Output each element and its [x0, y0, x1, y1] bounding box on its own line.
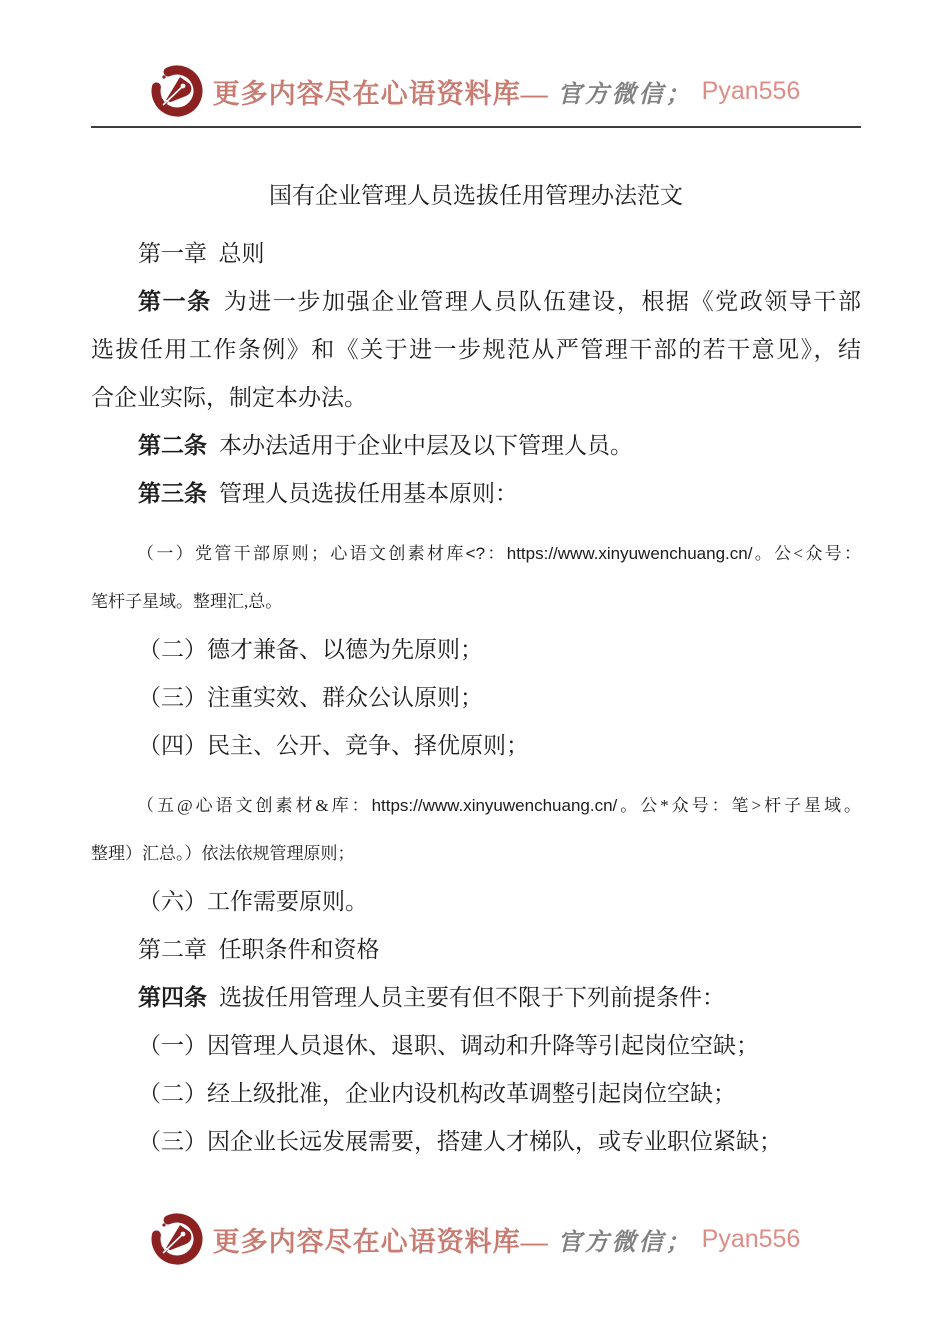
text-run: 合企业实际，制定本办法。 [91, 385, 367, 410]
wechat-label: 官方微信； [557, 1229, 693, 1256]
text-run: 为进一步加强企业管理人员队伍建设，根据《党政领导干部 [223, 289, 862, 314]
text-line [91, 782, 861, 830]
pen-nib-badge-icon [150, 1212, 204, 1266]
principle-6 [91, 878, 861, 926]
text-line [91, 1022, 861, 1070]
wechat-id: Pyan556 [701, 76, 801, 105]
text-line [91, 878, 861, 926]
article-label: 第二条 [138, 433, 207, 458]
text-line [91, 374, 861, 422]
condition-1 [91, 1022, 861, 1070]
wechat-id: Pyan556 [701, 1224, 801, 1253]
text-run: （一）因管理人员退休、退职、调动和升降等引起岗位空缺； [138, 1033, 759, 1058]
text-line [91, 626, 861, 674]
text-run: （四）民主、公开、竞争、择优原则； [138, 733, 529, 758]
text-line [91, 1118, 861, 1166]
text-line [91, 230, 861, 278]
article-2 [91, 422, 861, 470]
text-line [91, 326, 861, 374]
chapter-2 [91, 926, 861, 974]
text-run: （三）注重实效、群众公认原则； [138, 685, 483, 710]
text-line [91, 278, 861, 326]
text-run: 第二章 任职条件和资格 [138, 937, 380, 962]
article-3 [91, 470, 861, 518]
text-run: （六）工作需要原则。 [138, 889, 368, 914]
text-run: （三）因企业长远发展需要，搭建人才梯队，或专业职位紧缺； [138, 1129, 782, 1154]
brand-text: 更多内容尽在心语资料库— [212, 1226, 549, 1257]
document-body [91, 172, 861, 1166]
principle-4 [91, 722, 861, 770]
article-label: 第三条 [138, 481, 207, 506]
header-divider [91, 126, 861, 128]
chapter-1 [91, 230, 861, 278]
text-run: （二）经上级批准，企业内设机构改革调整引起岗位空缺； [138, 1081, 736, 1106]
paragraphs-container [91, 230, 861, 1166]
text-line [91, 722, 861, 770]
article-label: 第一条 [138, 289, 212, 314]
pen-nib-badge-icon [150, 64, 204, 118]
article-label: 第四条 [138, 985, 207, 1010]
brand-text: 更多内容尽在心语资料库— [212, 78, 549, 109]
text-run: 整理）汇总。）依法依规管理原则； [91, 844, 355, 863]
text-run: ： [485, 544, 507, 563]
text-run: （二）德才兼备、以德为先原则； [138, 637, 483, 662]
text-line [91, 1070, 861, 1118]
text-run: 。公*众号：笔>杆子星域。 [617, 796, 861, 815]
header-watermark [0, 64, 950, 118]
text-line [91, 470, 861, 518]
document-title: 国有企业管理人员选拔任用管理办法范文 [269, 183, 683, 208]
text-run: 选拔任用管理人员主要有但不限于下列前提条件： [219, 985, 725, 1010]
article-4 [91, 974, 861, 1022]
url-text: https://www.xinyuwenchuang.cn/ [506, 544, 753, 563]
text-run: （五@心语文创素材&库： [137, 796, 372, 815]
text-run: 本办法适用于企业中层及以下管理人员。 [219, 433, 633, 458]
wechat-label: 官方微信； [557, 81, 693, 108]
text-line [91, 926, 861, 974]
condition-2 [91, 1070, 861, 1118]
principle-2 [91, 626, 861, 674]
url-text: https://www.xinyuwenchuang.cn/ [371, 796, 618, 815]
text-line [91, 578, 861, 626]
footer-watermark [0, 1212, 950, 1266]
text-line [91, 422, 861, 470]
condition-3 [91, 1118, 861, 1166]
text-run: 笔杆子星域。整理汇,总。 [91, 592, 283, 611]
text-line [91, 974, 861, 1022]
text-run: 第一章 总则 [138, 241, 265, 266]
article-1 [91, 278, 861, 422]
text-line [91, 830, 861, 878]
text-run: （一）党管干部原则；心语文创素材库 [137, 544, 466, 563]
text-line [91, 674, 861, 722]
text-run: 选拔任用工作条例》和《关于进一步规范从严管理干部的若干意见》，结 [91, 337, 861, 362]
url-text: <? [465, 544, 486, 563]
principle-5 [91, 782, 861, 878]
principle-3 [91, 674, 861, 722]
text-run: 。公<众号： [752, 544, 862, 563]
text-run: 管理人员选拔任用基本原则： [219, 481, 518, 506]
principle-1 [91, 530, 861, 626]
text-line [91, 530, 861, 578]
